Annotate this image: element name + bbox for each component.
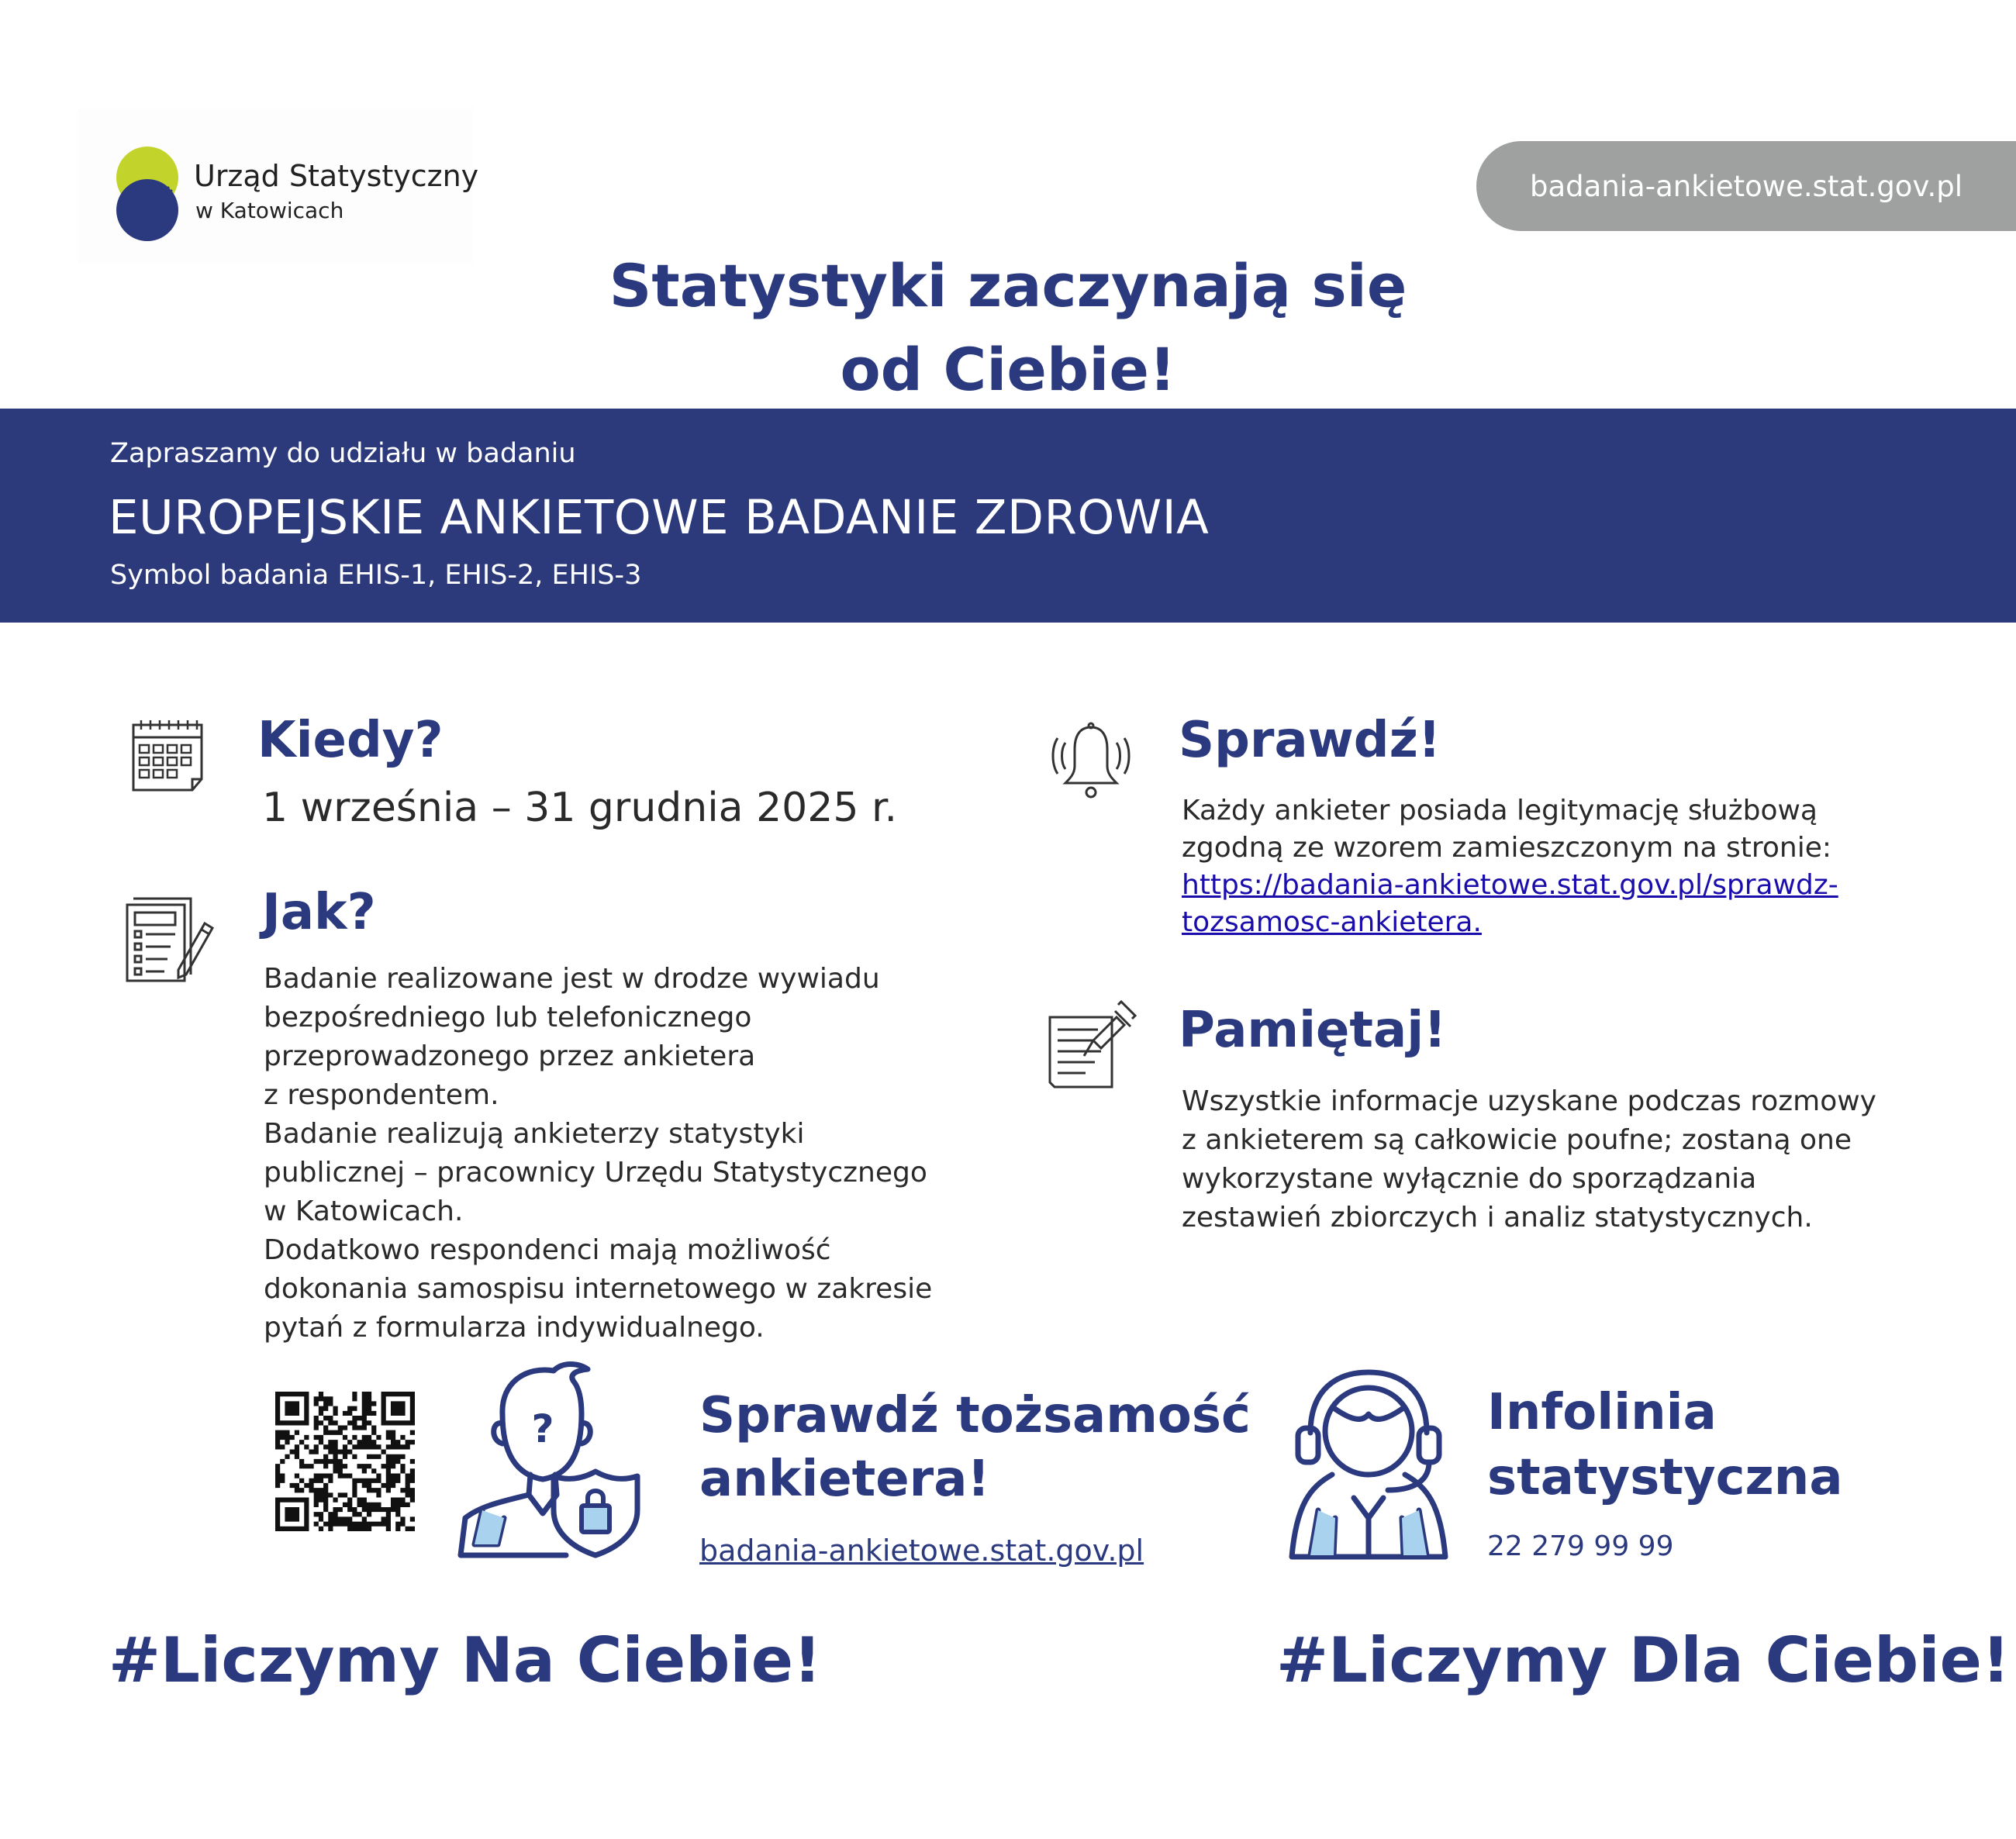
remember-line: z ankieterem są całkowicie poufne; zostaną one (1182, 1124, 1852, 1156)
verify-heading-line-1: Sprawdź tożsamość (699, 1387, 1251, 1444)
check-heading: Sprawdź! (1179, 712, 1441, 769)
how-line: Badanie realizowane jest w drodze wywiadu (264, 963, 880, 995)
remember-line: wykorzystane wyłącznie do sporządzania (1182, 1163, 1757, 1195)
when-heading: Kiedy? (257, 712, 444, 769)
how-line: publicznej – pracownicy Urzędu Statystycznego (264, 1157, 927, 1189)
logo-name: Urząd Statystyczny (194, 159, 479, 193)
page-title-line-1: Statystyki zaczynają się (609, 251, 1407, 320)
verify-heading (699, 1384, 1251, 1511)
remember-description (1182, 1082, 1876, 1237)
how-line: z respondentem. (264, 1079, 499, 1111)
bell-icon (1048, 721, 1134, 800)
hashtag-right: #Liczymy Dla Ciebie! (1276, 1624, 2011, 1696)
verification-link-continued[interactable]: tozsamosc-ankietera. (1182, 906, 1482, 938)
verification-link[interactable]: https://badania-ankietowe.stat.gov.pl/sprawdz- (1182, 869, 1838, 901)
form-filling-icon (124, 895, 217, 985)
document-pin-icon (1047, 1000, 1137, 1092)
how-line: w Katowicach. (264, 1196, 464, 1227)
how-heading: Jak? (262, 884, 376, 941)
hashtag-left: #Liczymy Na Ciebie! (109, 1624, 822, 1696)
how-line: przeprowadzonego przez ankietera (264, 1040, 756, 1072)
header-url-badge[interactable]: badania-ankietowe.stat.gov.pl (1476, 141, 2016, 231)
page-title (0, 244, 2016, 412)
survey-title: EUROPEJSKIE ANKIETOWE BADANIE ZDROWIA (109, 490, 1210, 545)
interviewer-identity-icon (457, 1358, 644, 1560)
survey-dates: 1 września – 31 grudnia 2025 r. (262, 785, 898, 831)
remember-heading: Pamiętaj! (1179, 1002, 1447, 1059)
hotline-heading (1487, 1380, 1843, 1510)
calendar-icon (130, 717, 205, 795)
survey-symbol: Symbol badania EHIS-1, EHIS-2, EHIS-3 (110, 560, 642, 591)
check-line-2: zgodną ze wzorem zamieszczonym na stronie: (1182, 832, 1831, 864)
how-line: Dodatkowo respondenci mają możliwość (264, 1234, 831, 1266)
hotline-phone[interactable]: 22 279 99 99 (1487, 1530, 1674, 1562)
verify-heading-line-2: ankietera! (699, 1451, 990, 1508)
banner-intro: Zapraszamy do udziału w badaniu (110, 438, 576, 469)
how-line: bezpośredniego lub telefonicznego (264, 1002, 752, 1033)
how-line: dokonania samospisu internetowego w zakresie (264, 1273, 933, 1305)
how-line: pytań z formularza indywidualnego. (264, 1312, 765, 1344)
how-line: Badanie realizują ankieterzy statystyki (264, 1118, 805, 1150)
how-description (264, 960, 932, 1347)
headset-agent-icon (1287, 1366, 1450, 1560)
remember-line: zestawień zbiorczych i analiz statystycznych. (1182, 1202, 1813, 1233)
remember-line: Wszystkie informacje uzyskane podczas rozmowy (1182, 1085, 1876, 1117)
svg-text:?: ? (531, 1406, 554, 1451)
page-title-line-2: od Ciebie! (840, 335, 1176, 404)
verify-url-link[interactable]: badania-ankietowe.stat.gov.pl (699, 1534, 1144, 1568)
hotline-heading-line-2: statystyczna (1487, 1449, 1843, 1506)
qr-code[interactable] (275, 1392, 415, 1531)
hotline-heading-line-1: Infolinia (1487, 1384, 1717, 1441)
check-line-1: Każdy ankieter posiada legitymację służbową (1182, 795, 1818, 826)
check-description (1182, 792, 1838, 941)
logo-city: w Katowicach (195, 198, 344, 223)
statistics-office-logo-icon (115, 143, 180, 243)
